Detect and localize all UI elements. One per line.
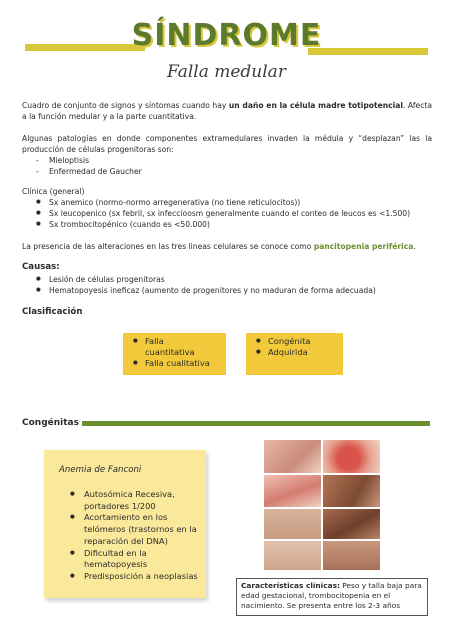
list-item: - Mieloptisis <box>22 155 422 166</box>
list-item-label: Falla cuantitativa <box>145 336 195 357</box>
intro-text-after: . Afecta a la función medular y a la parte cuantitativa. <box>22 101 433 121</box>
congenitas-divider <box>82 421 430 426</box>
page-title: SÍNDROME <box>131 18 322 53</box>
congenitas-heading: Congénitas <box>22 418 79 428</box>
list-item: ● Hematopoyesis ineficaz (aumento de progenitores y no maduran de forma adecuada) <box>22 285 432 296</box>
list-item: ● Lesión de células progenitoras <box>22 274 432 285</box>
causas-list <box>22 274 432 296</box>
list-item: ● Acortamiento en los telómeros (trastornos en la reparación del DNA) <box>60 512 200 547</box>
intro-paragraph <box>22 100 432 122</box>
pancitopenia-highlight: pancitopenia periférica <box>313 242 414 251</box>
list-item: ● Autosómica Recesiva, portadores 1/200 <box>60 489 200 512</box>
photo-arm <box>264 541 321 570</box>
photo-thumb <box>323 509 380 539</box>
clasificacion-heading: Clasificación <box>22 307 83 317</box>
list-item: ● Predisposición a neoplasias <box>60 571 200 583</box>
clinica-heading: Clínica (general) <box>22 187 85 196</box>
photo-hands <box>264 440 321 473</box>
patologias-list <box>22 155 422 177</box>
list-item: ● Sx anemico (normo-normo arregenerativa (no tiene reticulocitos)) <box>22 197 432 208</box>
photo-tongue <box>323 440 380 473</box>
photo-back <box>264 509 321 539</box>
patologias-paragraph: Algunas patologías en donde componentes extramedulares invaden la médula y “desplazan” las la producción de células progenitoras son: <box>22 134 432 154</box>
clinical-photos <box>264 440 380 570</box>
fanconi-note <box>44 450 206 598</box>
intro-text-before: Cuadro de conjunto de signos y síntomas cuando hay <box>22 101 229 110</box>
pancitopenia-text-after: . <box>413 242 416 251</box>
intro-text-bold: un daño en la célula madre totipotencial <box>228 101 404 110</box>
page-subtitle: Falla medular <box>167 62 286 82</box>
clasificacion-left-list <box>123 336 226 369</box>
pancitopenia-paragraph <box>22 241 432 252</box>
clinica-list <box>22 197 432 230</box>
list-item: ● Sx trombocitopénico (cuando es <50.000) <box>22 219 432 230</box>
causas-heading: Causas: <box>22 262 60 272</box>
list-item: - Enfermedad de Gaucher <box>22 166 422 177</box>
list-item <box>123 336 226 358</box>
clasificacion-box-right <box>246 333 343 375</box>
photo-skin <box>264 475 321 507</box>
caption-text: Peso y talla baja para edad gestacional, trombocitopenia en el nacimiento. Se presenta entre los 2-3 años <box>241 581 422 610</box>
list-item: ● Sx leucopenico (sx febril, sx infeccioosm generalmente cuando el conteo de leucos es <1.500) <box>22 208 432 219</box>
clasificacion-right-list <box>246 336 343 358</box>
clinical-caption <box>236 578 428 616</box>
list-item: ● Falla cualitativa <box>123 358 226 369</box>
photo-neck <box>323 541 380 570</box>
photo-hand-dark <box>323 475 380 507</box>
fanconi-note-title: Anemia de Fanconi <box>59 465 142 475</box>
list-item: ● Congénita <box>246 336 343 347</box>
clasificacion-box-left <box>123 333 226 375</box>
list-item: ● Dificultad en la hematopoyesis <box>60 548 200 571</box>
list-item: ● Adquirida <box>246 347 343 358</box>
caption-bold: Características clínicas: <box>241 581 340 590</box>
fanconi-note-list <box>60 489 200 583</box>
pancitopenia-text-before: La presencia de las alteraciones en las tres lineas celulares se conoce como <box>22 242 314 251</box>
